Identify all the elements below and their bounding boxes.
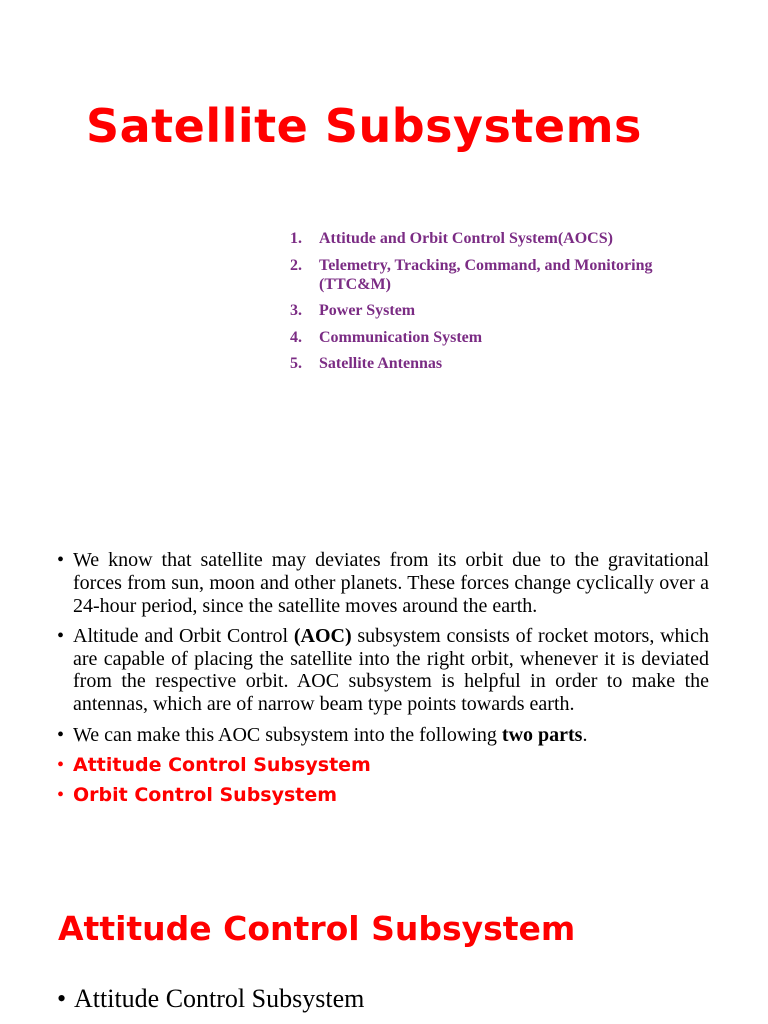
bullet-marker: • xyxy=(57,984,67,1013)
bullet-text xyxy=(73,625,709,716)
bullet-marker: • xyxy=(57,723,65,746)
subsystem-label: Attitude and Orbit Control System(AOCS) xyxy=(319,230,613,247)
subsystem-item xyxy=(290,354,670,373)
bullet-bold-run: two parts xyxy=(501,723,583,746)
body-bullets xyxy=(57,549,709,814)
bullet-bold-run: (AOC) xyxy=(293,624,352,647)
bullet-marker: • xyxy=(57,784,65,807)
subsystem-number: 3. xyxy=(290,302,302,319)
bullet-item xyxy=(57,724,709,747)
subsystem-number: 5. xyxy=(290,355,302,372)
bullet-item-highlight xyxy=(57,754,709,777)
subsystem-item xyxy=(290,301,670,320)
section-heading: Attitude Control Subsystem xyxy=(58,909,576,948)
subsystem-label: Telemetry, Tracking, Command, and Monitoring (TTC&M) xyxy=(319,256,653,293)
bullet-text-run: Altitude and Orbit Control xyxy=(73,624,294,647)
bullet-text-run: subsystem consists of rocket motors, which are capable of placing the satellite into the right orbit, whenever it is deviated from the respective orbit. AOC subsystem is helpful in order to make the antennas, which are of narrow beam type points towards earth. xyxy=(73,624,709,716)
subsystem-list xyxy=(290,229,670,381)
bullet-marker: • xyxy=(57,549,65,571)
bullet-text xyxy=(73,549,709,617)
subsystem-label: Power System xyxy=(319,302,416,319)
section-bullet xyxy=(57,983,364,1015)
bullet-text xyxy=(73,724,709,747)
subsystem-number: 4. xyxy=(290,328,302,346)
subsystem-item xyxy=(290,256,670,294)
bullet-text-run: We can make this AOC subsystem into the following xyxy=(73,723,502,746)
bullet-highlight-text: Attitude Control Subsystem xyxy=(73,753,371,776)
bullet-item xyxy=(57,549,709,617)
subsystem-number: 1. xyxy=(290,230,302,247)
bullet-text-run: We know that satellite may deviates from its orbit due to the gravitational forces from sun, moon and other planets. These forces change cyclically over a 24-hour period, since the satellite moves around the earth. xyxy=(73,549,709,617)
subsystem-number: 2. xyxy=(290,256,302,274)
bullet-marker: • xyxy=(57,624,65,647)
subsystem-item xyxy=(290,229,670,248)
bullet-text-run: . xyxy=(582,723,588,746)
subsystem-item xyxy=(290,328,670,347)
subsystem-label: Communication System xyxy=(319,328,483,346)
bullet-marker: • xyxy=(57,753,65,776)
bullet-item-highlight xyxy=(57,784,709,807)
subsystem-label: Satellite Antennas xyxy=(319,355,443,372)
slide-title: Satellite Subsystems xyxy=(86,99,642,153)
bullet-item xyxy=(57,625,709,716)
bullet-highlight-text: Orbit Control Subsystem xyxy=(73,784,338,807)
section-bullet-text: Attitude Control Subsystem xyxy=(74,984,365,1013)
